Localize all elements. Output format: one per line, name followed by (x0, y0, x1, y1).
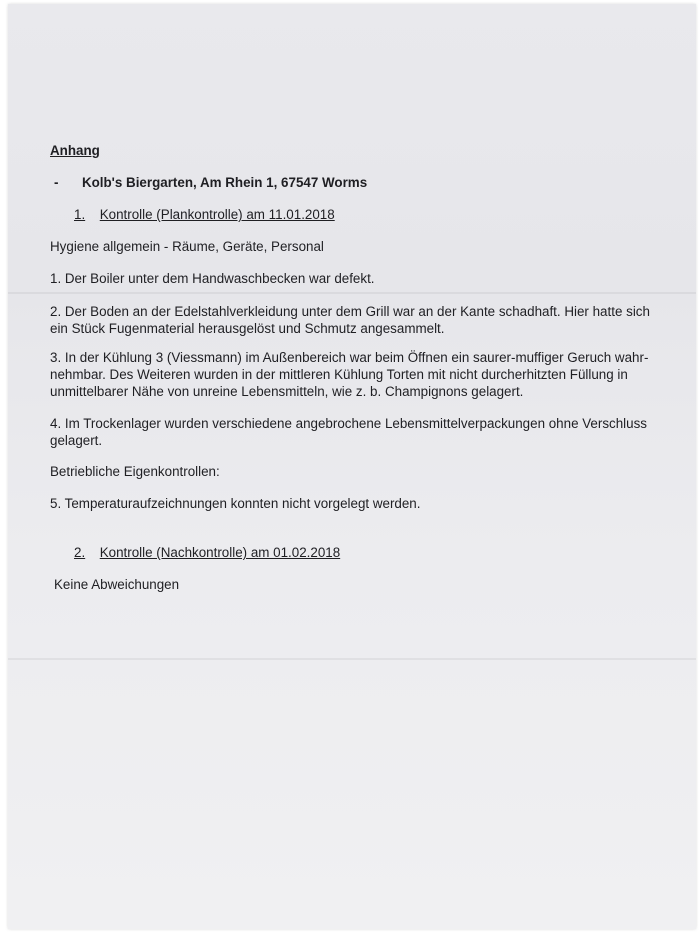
document-page (8, 4, 696, 929)
finding-5: 5. Temperaturaufzeichnungen konnten nicht vorgelegt werden. (50, 496, 421, 511)
finding-3-line-3: unmittelbarer Nähe von unreine Lebensmitteln, wie z. b. Champignons gelagert. (50, 384, 524, 399)
finding-2-line-2: ein Stück Fugenmaterial herausgelöst und Schmutz angesammelt. (50, 321, 445, 336)
paper-fold (8, 658, 696, 660)
paper-fold (8, 292, 696, 294)
section-hygiene: Hygiene allgemein - Räume, Geräte, Personal (50, 239, 324, 254)
document-heading: Anhang (50, 143, 100, 158)
inspection2-title: Kontrolle (Nachkontrolle) am 01.02.2018 (99, 545, 341, 560)
finding-3-line-1: 3. In der Kühlung 3 (Viessmann) im Außenbereich war beim Öffnen ein saurer-muffiger Geruch wahr- (50, 350, 649, 365)
finding-1: 1. Der Boiler unter dem Handwaschbecken war defekt. (50, 271, 375, 286)
establishment-name: Kolb's Biergarten, Am Rhein 1, 67547 Worms (81, 175, 368, 190)
finding-4-line-1: 4. Im Trockenlager wurden verschiedene angebrochene Lebensmittelverpackungen ohne Verschluss (50, 416, 647, 431)
inspection1-heading (74, 206, 676, 223)
establishment-line (54, 174, 676, 191)
inspection2-number: 2. (74, 545, 86, 560)
finding-3-line-2: nehmbar. Des Weiteren wurden in der mittleren Kühlung Torten mit nicht durcherhitzten Füllung in (50, 367, 628, 382)
inspection1-title: Kontrolle (Plankontrolle) am 11.01.2018 (99, 207, 335, 222)
inspection2-heading (74, 544, 676, 561)
finding-2-line-1: 2. Der Boden an der Edelstahlverkleidung unter dem Grill war an der Kante schadhaft. Hier hatte sich (50, 304, 650, 319)
inspection2-result: Keine Abweichungen (54, 577, 180, 592)
section-own-controls: Betriebliche Eigenkontrollen: (50, 464, 220, 479)
finding-4-line-2: gelagert. (50, 433, 103, 448)
list-dash: - (54, 175, 59, 190)
inspection1-number: 1. (74, 207, 86, 222)
